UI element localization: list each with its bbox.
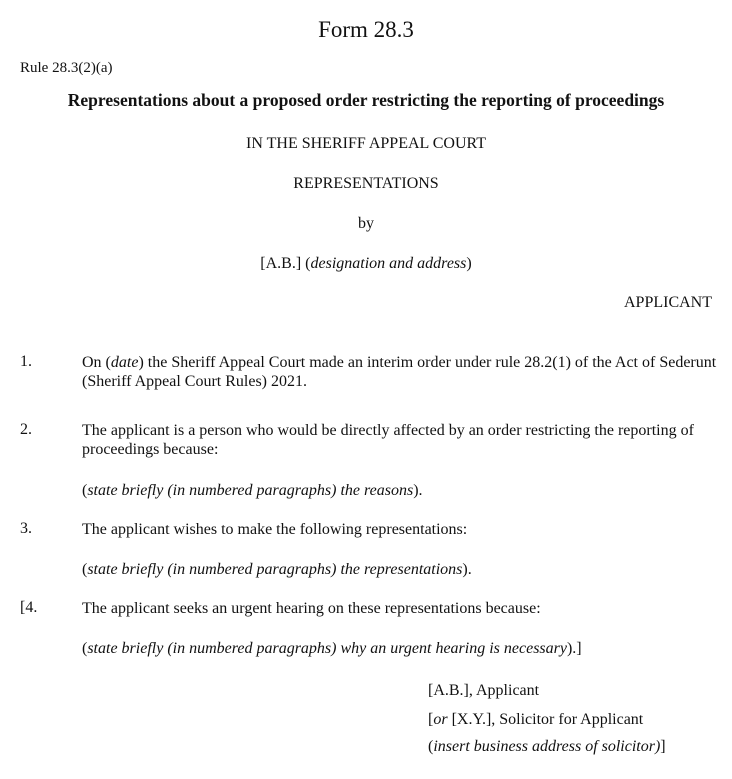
note-open: ( [82, 561, 88, 578]
paragraph-text: The applicant seeks an urgent hearing on these representations because: [82, 600, 541, 617]
paragraph-note [82, 560, 718, 579]
sig-addr-open: ( [428, 738, 434, 755]
date-placeholder: date [110, 354, 139, 371]
signature-solicitor [428, 711, 643, 729]
sig-open: [ [428, 711, 434, 728]
paragraph-body: ) the Sheriff Appeal Court made an interim order under rule 28.2(1) of the Act of Sederunt (Sheriff Appeal Court Rules) 2021. [82, 354, 717, 390]
rule-reference: Rule 28.3(2)(a) [20, 60, 113, 76]
form-heading: Representations about a proposed order restricting the reporting of proceedings [67, 90, 665, 110]
paragraph-number: 3. [20, 520, 32, 537]
note-close: ). [462, 561, 472, 578]
party-designation: designation and address [310, 255, 467, 272]
document-type: REPRESENTATIONS [293, 175, 439, 192]
sig-solicitor-text: [X.Y.], Solicitor for Applicant [447, 711, 644, 728]
paragraph-text [82, 353, 718, 391]
signature-applicant: [A.B.], Applicant [428, 682, 540, 699]
party-line [0, 255, 732, 273]
note-close: ).] [566, 640, 582, 657]
note-open: ( [82, 640, 88, 657]
note-text: state briefly (in numbered paragraphs) why an urgent hearing is necessary [87, 640, 567, 657]
note-close: ). [413, 482, 423, 499]
sig-addr-close: ] [660, 738, 666, 755]
by-line: by [358, 215, 374, 232]
form-title: Form 28.3 [318, 17, 414, 42]
paragraph-number: [4. [20, 599, 38, 616]
sig-addr-text: insert business address of solicitor) [433, 738, 661, 755]
paragraph-text: The applicant is a person who would be directly affected by an order restricting the reporting of proceedings because: [82, 422, 694, 458]
party-name: [A.B.] ( [260, 255, 311, 272]
paragraph-note [82, 639, 718, 658]
court-name: IN THE SHERIFF APPEAL COURT [246, 135, 486, 152]
signature-address [428, 738, 666, 756]
party-close: ) [466, 255, 472, 272]
paragraph-note [82, 481, 718, 500]
paragraph-number: 2. [20, 421, 32, 438]
paragraph-number: 1. [20, 353, 32, 370]
party-role: APPLICANT [623, 294, 712, 311]
note-open: ( [82, 482, 88, 499]
paragraph-text: The applicant wishes to make the following representations: [82, 521, 468, 538]
sig-or: or [433, 711, 448, 728]
paragraph-open: On ( [82, 354, 111, 371]
note-text: state briefly (in numbered paragraphs) the representations [87, 561, 463, 578]
note-text: state briefly (in numbered paragraphs) the reasons [87, 482, 414, 499]
